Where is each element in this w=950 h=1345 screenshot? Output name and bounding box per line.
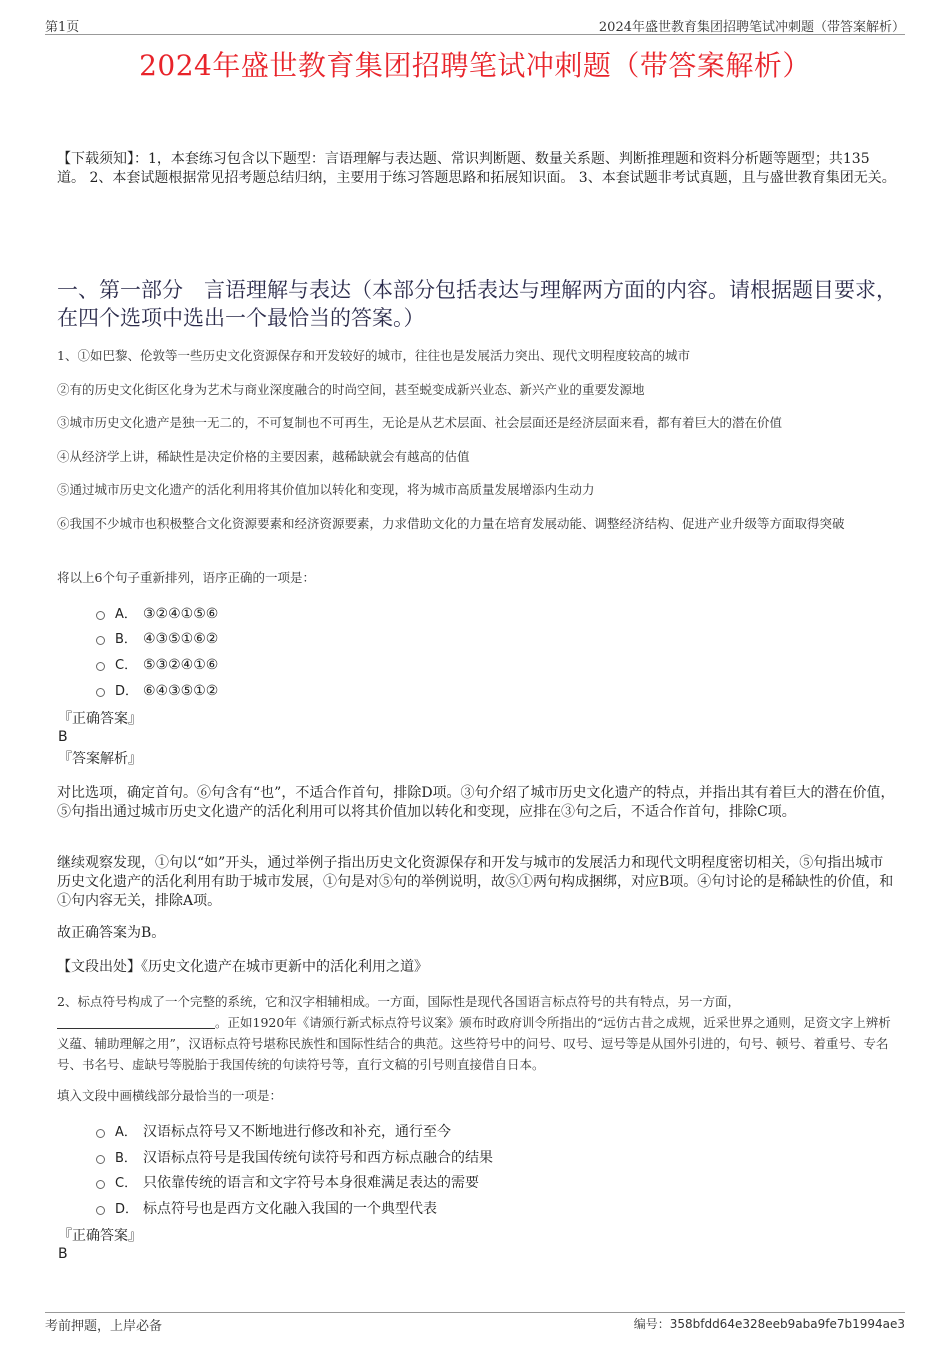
q2-option-b[interactable]: B． 汉语标点符号是我国传统句读符号和西方标点融合的结果 (96, 1148, 493, 1169)
radio-icon[interactable] (96, 611, 105, 620)
q2-option-a[interactable]: A． 汉语标点符号又不断地进行修改和补充，通行至今 (96, 1122, 451, 1143)
q1-option-d[interactable]: D． ⑥④③⑤①② (96, 681, 218, 702)
q2-answer-label: 『正确答案』 (58, 1228, 142, 1244)
q2-option-d[interactable]: D． 标点符号也是西方文化融入我国的一个典型代表 (96, 1199, 437, 1220)
footer-doc-id: 编号：358bfdd64e328eeb9aba9fe7b1994ae3 (633, 1317, 905, 1331)
q1-sentence-3: ③城市历史文化遗产是独一无二的，不可复制也不可再生，无论是从艺术层面、社会层面还是经济层面来看，都有着巨大的潜在价值 (57, 415, 783, 430)
q1-analysis-1: 对比选项，确定首句。⑥句含有“也”，不适合作首句，排除D项。③句介绍了城市历史文化遗产的特点，并指出其有着巨大的潜在价值，⑤句指出通过城市历史文化遗产的活化利用可以将其价值加以转化和变现，应排在③句之后，不适合作首句，排除C项。 (57, 785, 895, 820)
q2-text: 2、标点符号构成了一个完整的系统，它和汉字相辅相成。一方面，国际性是现代各国语言标点符号的共有特点，另一方面，。正如1920年《请颁行新式标点符号议案》颁布时政府训令所指出的“远仿古昔之成规，近采世界之通则，足资文字上辨析义蕴、辅助理解之用”，汉语标点符号堪称民族性和国际性结合的典范。这些符号中的问号、叹号、逗号等是从国外引进的，句号、顿号、着重号、专名号、书名号、虚缺号等脱胎于我国传统的句读符号等，直行文稿的引号则直接借自日本。 (57, 994, 891, 1072)
download-notice: 【下载须知】：1，本套练习包含以下题型：言语理解与表达题、常识判断题、数量关系题、判断推理题和资料分析题等题型；共135道。 2、本套试题根据常见招考题总结归纳，主要用于练习答题思路和拓展知识面。 3、本套试题非考试真题，且与盛世教育集团无关。 (57, 151, 896, 186)
q1-option-c[interactable]: C． ⑤③②④①⑥ (96, 655, 218, 676)
radio-icon[interactable] (96, 1129, 105, 1138)
q1-analysis-2: 继续观察发现，①句以“如”开头，通过举例子指出历史文化资源保存和开发与城市的发展活力和现代文明程度密切相关，⑤句指出城市历史文化遗产的活化利用有助于城市发展，①句是对⑤句的举例说明，故⑤①两句构成捆绑，对应B项。④句讨论的是稀缺性的价值，和①句内容无关，排除A项。 (57, 855, 894, 909)
q1-sentence-4: ④从经济学上讲，稀缺性是决定价格的主要因素，越稀缺就会有越高的估值 (57, 449, 470, 464)
q1-sentence-6: ⑥我国不少城市也积极整合文化资源要素和经济资源要素，力求借助文化的力量在培育发展动能、调整经济结构、促进产业升级等方面取得突破 (57, 516, 845, 531)
q1-analysis-label: 『答案解析』 (58, 751, 142, 767)
radio-icon[interactable] (96, 1155, 105, 1164)
radio-icon[interactable] (96, 636, 105, 645)
radio-icon[interactable] (96, 1206, 105, 1215)
page-footer (45, 1312, 905, 1333)
q2-answer: B (58, 1246, 68, 1262)
q1-option-b[interactable]: B． ④③⑤①⑥② (96, 629, 218, 650)
footer-slogan: 考前押题，上岸必备 (45, 1319, 163, 1334)
q1-answer-label: 『正确答案』 (58, 711, 142, 727)
q1-analysis-3: 故正确答案为B。 (57, 925, 166, 941)
page-number: 第1页 (45, 20, 80, 35)
q1-source: 【文段出处】《历史文化遗产在城市更新中的活化利用之道》 (57, 959, 428, 975)
radio-icon[interactable] (96, 662, 105, 671)
header-doc-title: 2024年盛世教育集团招聘笔试冲刺题（带答案解析） (598, 20, 905, 35)
q1-answer: B (58, 729, 68, 745)
fill-blank (57, 1016, 215, 1029)
q2-option-c[interactable]: C． 只依靠传统的语言和文字符号本身很难满足表达的需要 (96, 1173, 479, 1194)
q1-sentence-5: ⑤通过城市历史文化遗产的活化利用将其价值加以转化和变现，将为城市高质量发展增添内生动力 (57, 482, 595, 497)
radio-icon[interactable] (96, 1180, 105, 1189)
q1-option-a[interactable]: A． ③②④①⑤⑥ (96, 604, 218, 625)
q1-sentence-2: ②有的历史文化街区化身为艺术与商业深度融合的时尚空间，甚至蜕变成新兴业态、新兴产业的重要发源地 (57, 382, 645, 397)
q2-prompt: 填入文段中画横线部分最恰当的一项是： (57, 1088, 283, 1103)
q1-prompt: 将以上6个句子重新排列，语序正确的一项是： (57, 570, 315, 585)
radio-icon[interactable] (96, 688, 105, 697)
q1-sentence-1: 1、①如巴黎、伦敦等一些历史文化资源保存和开发较好的城市，往往也是发展活力突出、现代文明程度较高的城市 (57, 348, 690, 363)
page-header (45, 14, 905, 35)
document-title: 2024年盛世教育集团招聘笔试冲刺题（带答案解析） (139, 49, 811, 82)
section-title: 一、第一部分 言语理解与表达（本部分包括表达与理解两方面的内容。请根据题目要求，在四个选项中选出一个最恰当的答案。） (57, 278, 897, 330)
